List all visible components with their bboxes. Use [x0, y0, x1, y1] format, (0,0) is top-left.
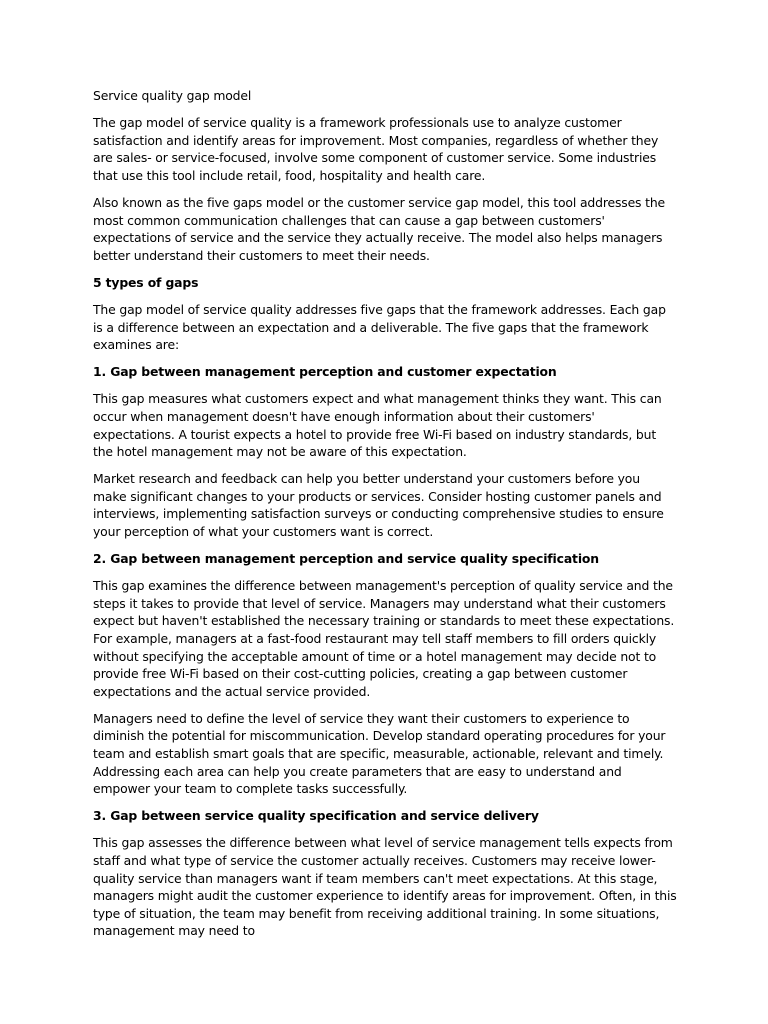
gap2-paragraph-1: This gap examines the difference between management's perception of quality service and the steps it takes to provide that level of service. Managers may understand what their customers expect but haven't established the necessary training or standards to meet these expectations. For example, managers at a fast-food restaurant may tell staff members to fill orders quickly without specifying the acceptable amount of time or a hotel management may decide not to provide free Wi-Fi based on their cost-cutting policies, creating a gap between customer expectations and the actual service provided. [93, 578, 675, 699]
document-page [93, 87, 677, 949]
intro-paragraph-1: The gap model of service quality is a framework professionals use to analyze customer satisfaction and identify areas for improvement. Most companies, regardless of whether they are sales- or service-focused, involve some component of customer service. Some industries that use this tool include retail, food, hospitality and health care. [93, 115, 659, 183]
gap1-heading: 1. Gap between management perception and customer expectation [93, 364, 557, 380]
gap2-paragraph-2: Managers need to define the level of service they want their customers to experience to diminish the potential for miscommunication. Develop standard operating procedures for your team and establish smart goals that are specific, measurable, actionable, relevant and timely. Addressing each area can help you create parameters that are easy to understand and empower your team to complete tasks successfully. [93, 710, 666, 797]
intro-paragraph-2: Also known as the five gaps model or the customer service gap model, this tool addresses the most common communication challenges that can cause a gap between customers' expectations of service and the service they actually receive. The model also helps managers better understand their customers to meet their needs. [93, 194, 666, 263]
gap3-heading: 3. Gap between service quality specification and service delivery [93, 808, 539, 824]
gap1-paragraph-1: This gap measures what customers expect and what management thinks they want. This can occur when management doesn't have enough information about their customers' expectations. A tourist expects a hotel to provide free Wi-Fi based on industry standards, but the hotel management may not be aware of this expectation. [93, 391, 662, 460]
gap3-paragraph-1: This gap assesses the difference between what level of service management tells expects from staff and what type of service the customer actually receives. Customers may receive lower-quality service than managers want if team members can't meet expectations. At this stage, managers might audit the customer experience to identify areas for improvement. Often, in this type of situation, the team may benefit from receiving additional training. In some situations, management may need to [93, 835, 677, 939]
gap1-paragraph-2: Market research and feedback can help you better understand your customers before you make significant changes to your products or services. Consider hosting customer panels and interviews, implementing satisfaction surveys or conducting comprehensive studies to ensure your perception of what your customers want is correct. [93, 471, 664, 539]
document-title: Service quality gap model [93, 88, 252, 103]
gap2-heading: 2. Gap between management perception and service quality specification [93, 551, 599, 567]
types-intro: The gap model of service quality addresses five gaps that the framework addresses. Each gap is a difference between an expectation and a deliverable. The five gaps that the framework examines are: [93, 301, 666, 353]
types-heading: 5 types of gaps [93, 274, 199, 290]
